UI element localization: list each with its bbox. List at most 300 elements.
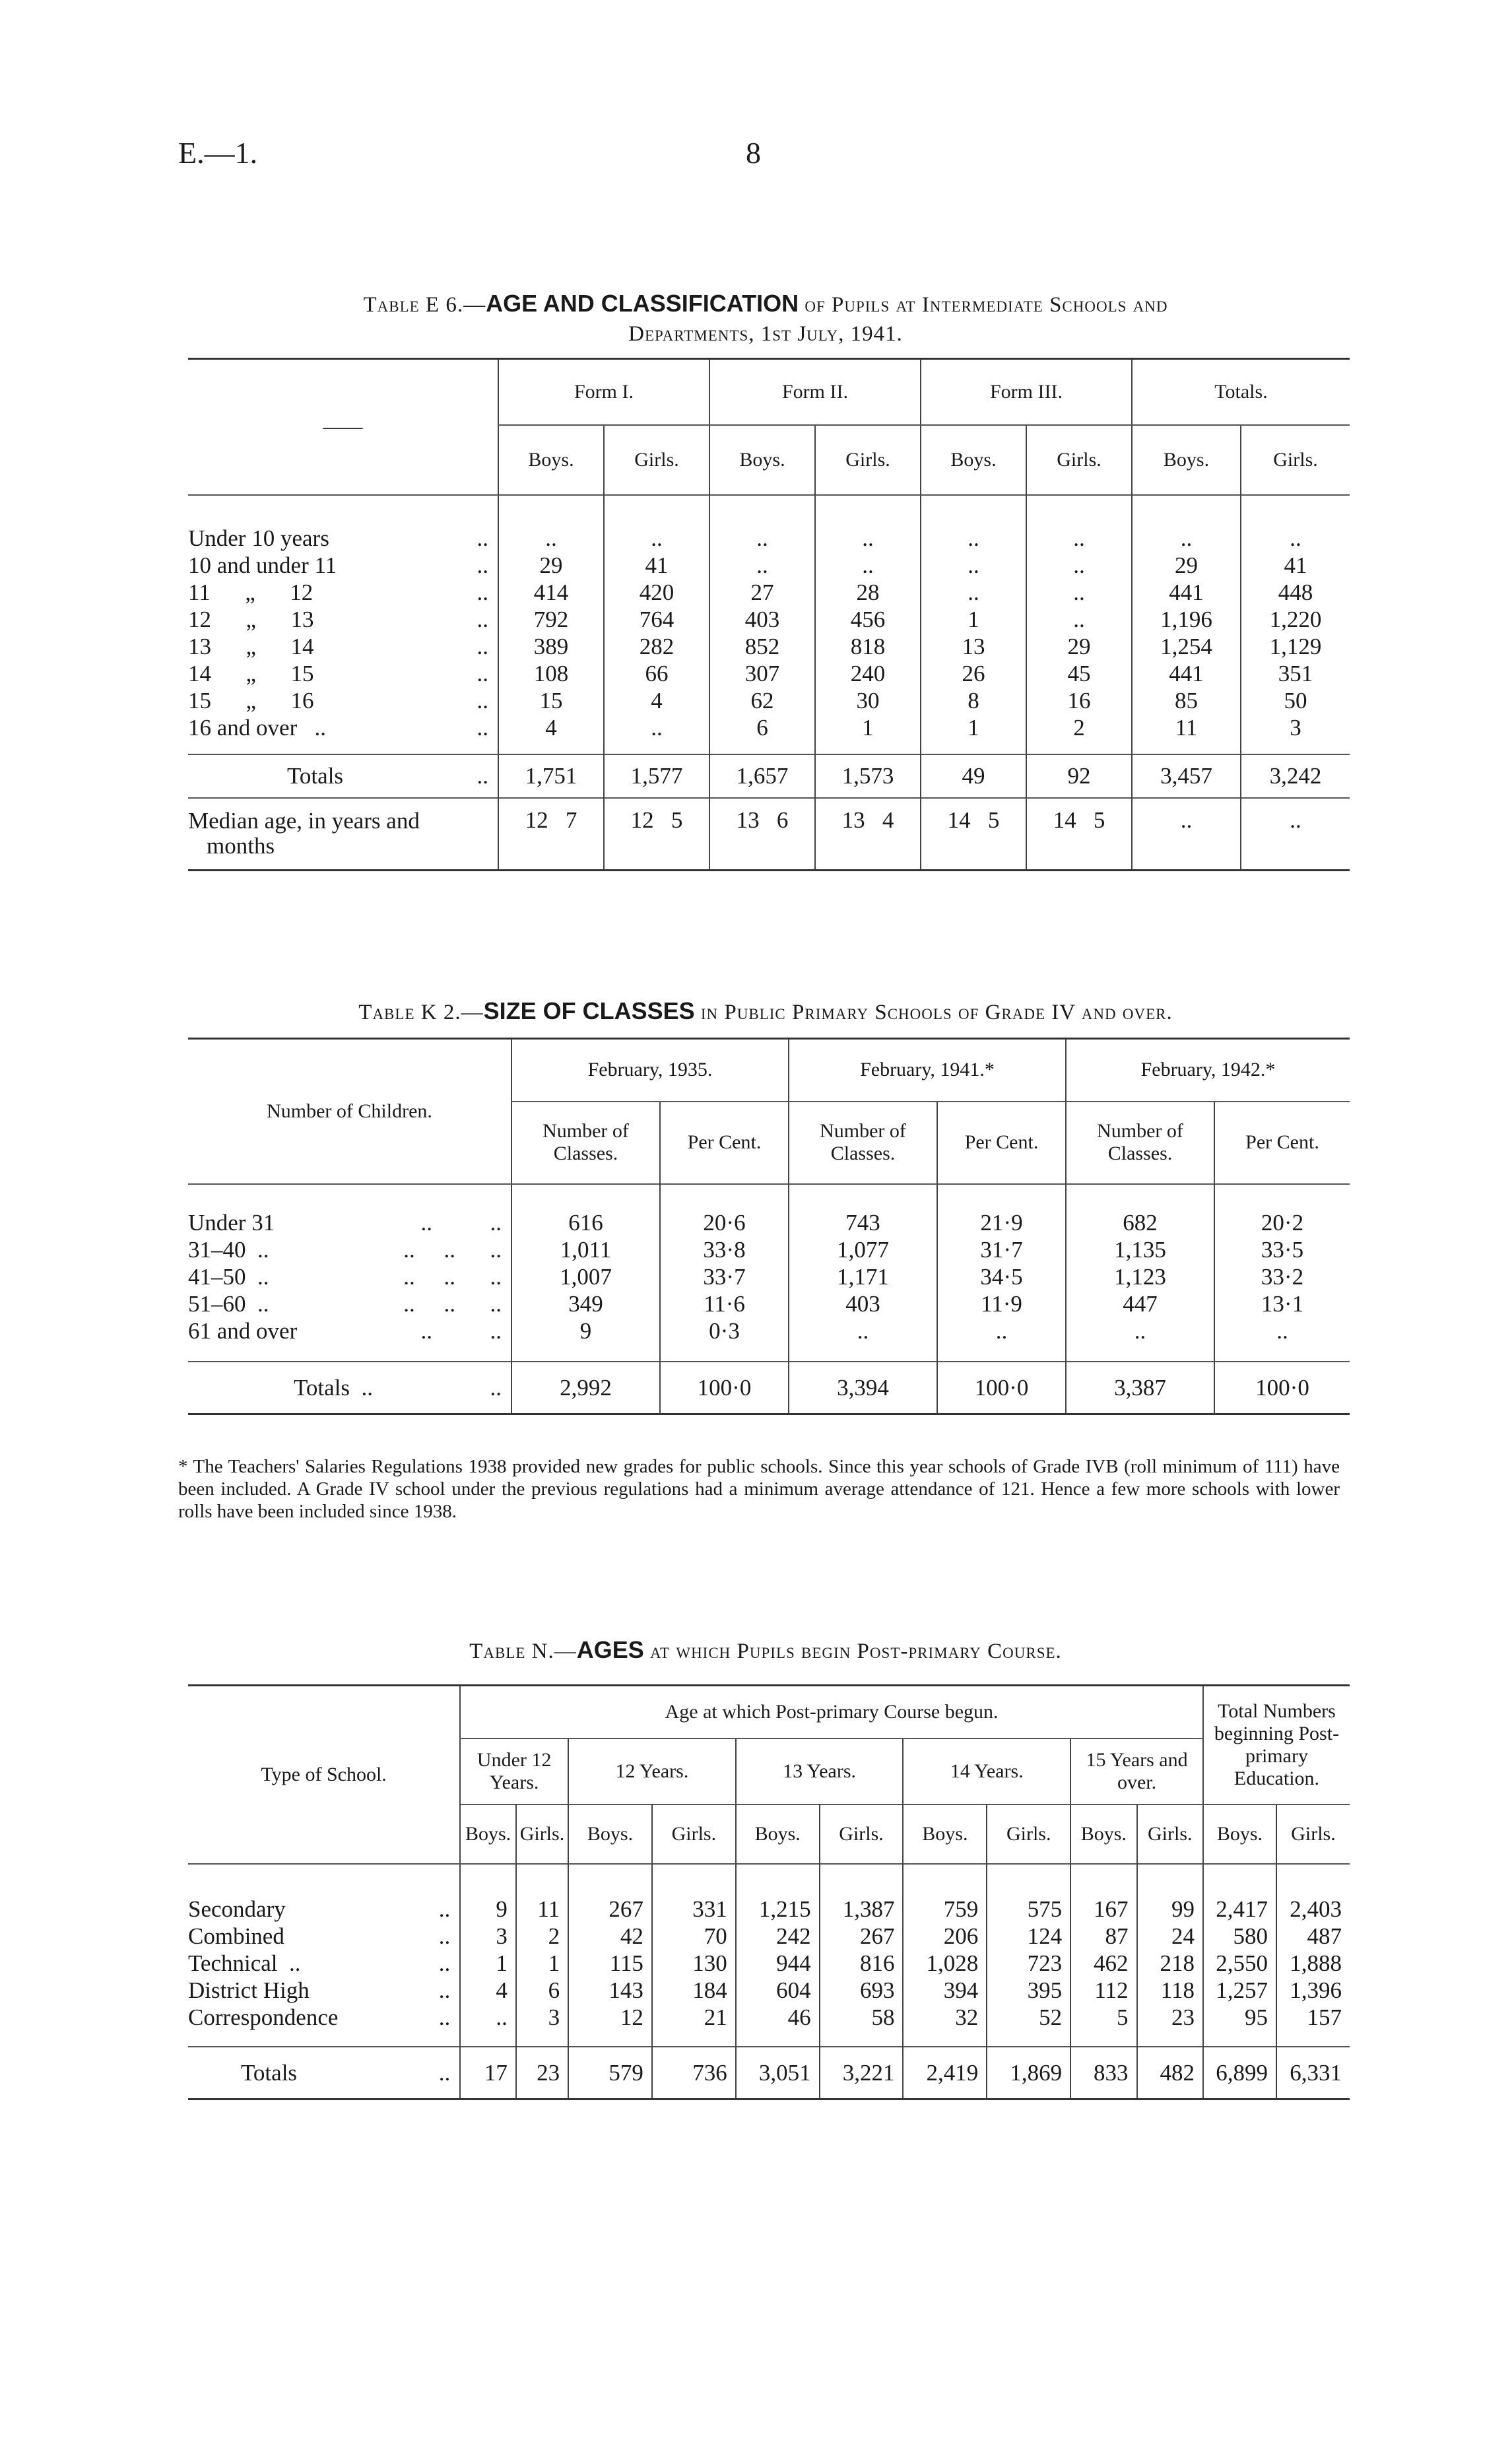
sub-header: Boys.	[921, 425, 1026, 495]
table-row	[188, 714, 1350, 741]
table-cell: ..	[1132, 798, 1241, 871]
table-cell: 3,394	[789, 1362, 937, 1414]
table-cell: 17	[460, 2047, 516, 2100]
table-cell: ..	[498, 525, 604, 552]
table-cell: 108	[498, 660, 604, 687]
group-header: Under 12 Years.	[460, 1738, 568, 1804]
table-cell: 3	[516, 2004, 568, 2031]
table-cell: ..	[1214, 1317, 1350, 1344]
table-cell: 818	[815, 633, 921, 660]
table-cell: 307	[709, 660, 815, 687]
table-cell: 1,007	[511, 1263, 660, 1290]
sub-header: Per Cent.	[1214, 1102, 1350, 1184]
row-label: 41–50 .. .. .. ..	[188, 1263, 511, 1290]
leader-dots: ..	[438, 1923, 451, 1949]
sub-header: Number of Classes.	[789, 1102, 937, 1184]
group-header: February, 1941.*	[789, 1039, 1066, 1102]
leader-dots: ..	[477, 763, 488, 789]
leader-dots: ..	[438, 1977, 451, 2003]
table-row	[188, 525, 1350, 552]
table-cell: 1	[921, 606, 1026, 633]
table-cell: 487	[1276, 1923, 1350, 1950]
table-cell: 792	[498, 606, 604, 633]
table-row	[188, 579, 1350, 606]
table-cell: 2,992	[511, 1362, 660, 1414]
median-row	[188, 798, 1350, 871]
table-cell: 1,577	[604, 754, 709, 798]
sub-header: Girls.	[1026, 425, 1132, 495]
table-cell: 482	[1137, 2047, 1203, 2100]
table-cell: 6,899	[1203, 2047, 1276, 2100]
table-cell: 1,257	[1203, 1977, 1276, 2004]
table-cell: 736	[652, 2047, 736, 2100]
table-cell: 414	[498, 579, 604, 606]
leader-dots: .. .. ..	[403, 1290, 502, 1317]
table-cell: 11	[1132, 714, 1241, 741]
table-cell: 45	[1026, 660, 1132, 687]
table-cell: 15	[498, 687, 604, 714]
table-row	[188, 1236, 1350, 1263]
table-cell: 3,221	[820, 2047, 904, 2100]
table-cell: ..	[1241, 525, 1350, 552]
table-cell: 100·0	[937, 1362, 1066, 1414]
table-cell: ..	[921, 579, 1026, 606]
sub-header: Girls.	[820, 1804, 904, 1864]
row-label: Technical .. ..	[188, 1950, 460, 1977]
row-label: District High ..	[188, 1977, 460, 2004]
table-cell: 4	[604, 687, 709, 714]
table-k2-title: Table K 2.—SIZE OF CLASSES in Public Primary Schools of Grade IV and over.	[358, 997, 1173, 1024]
table-cell: 4	[460, 1977, 516, 2004]
table-cell: 267	[820, 1923, 904, 1950]
sub-header: Boys.	[709, 425, 815, 495]
table-cell: 99	[1137, 1896, 1203, 1923]
sub-header: Girls.	[604, 425, 709, 495]
leader-dots: ..	[438, 1950, 451, 1976]
table-cell: 100·0	[1214, 1362, 1350, 1414]
table-cell: 21·9	[937, 1209, 1066, 1236]
group-header: 15 Years and over.	[1070, 1738, 1203, 1804]
table-cell: 29	[1026, 633, 1132, 660]
table-cell: 33·5	[1214, 1236, 1350, 1263]
table-k2-footnote: * The Teachers' Salaries Regulations 1938 provided new grades for public schools. Since this year schools of Grade IVB (roll minimum of 111) have been included. A Grade IV school under the previous regulations had a minimum average attendance of 121. Hence a few more schools with lower rolls have been included since 1938.	[178, 1456, 1340, 1522]
table-cell: 29	[1132, 552, 1241, 579]
table-cell: ..	[1026, 552, 1132, 579]
sub-header: Girls.	[1137, 1804, 1203, 1864]
table-cell: 4	[498, 714, 604, 741]
table-cell: 852	[709, 633, 815, 660]
row-label: Totals .. ..	[188, 1362, 511, 1414]
row-label: Totals ..	[188, 2047, 460, 2100]
stub-header: Number of Children.	[188, 1039, 511, 1184]
table-cell: 87	[1070, 1923, 1136, 1950]
table-cell: 833	[1070, 2047, 1136, 2100]
table-cell: 2,419	[903, 2047, 987, 2100]
table-cell: 462	[1070, 1950, 1136, 1977]
table-cell: 389	[498, 633, 604, 660]
table-cell: 579	[568, 2047, 652, 2100]
table-row	[188, 552, 1350, 579]
table-cell: 1,869	[987, 2047, 1070, 2100]
leader-dots: ..	[438, 2059, 451, 2086]
table-cell: 33·2	[1214, 1263, 1350, 1290]
table-n-title: Table N.—AGES at which Pupils begin Post-primary Course.	[469, 1636, 1062, 1663]
group-header: Form III.	[921, 359, 1132, 425]
table-cell: 1,573	[815, 754, 921, 798]
table-cell: ..	[815, 552, 921, 579]
table-row	[188, 1896, 1350, 1923]
table-row	[188, 687, 1350, 714]
row-label: 12 „ 13 ..	[188, 606, 498, 633]
table-cell: ..	[1026, 606, 1132, 633]
table-cell: 70	[652, 1923, 736, 1950]
row-label: 15 „ 16 ..	[188, 687, 498, 714]
table-cell: 1,028	[903, 1950, 987, 1977]
leader-dots: .. .. ..	[403, 1236, 502, 1263]
table-cell: 41	[604, 552, 709, 579]
table-k2-body	[188, 1209, 1350, 1414]
table-cell: 2	[516, 1923, 568, 1950]
sub-header: Boys.	[1203, 1804, 1276, 1864]
table-cell: 3,051	[736, 2047, 820, 2100]
table-cell: 124	[987, 1923, 1070, 1950]
table-cell: 52	[987, 2004, 1070, 2031]
table-cell: 6	[516, 1977, 568, 2004]
table-cell: 6	[709, 714, 815, 741]
table-cell: 9	[460, 1896, 516, 1923]
table-cell: 20·6	[660, 1209, 789, 1236]
table-cell: 2	[1026, 714, 1132, 741]
table-cell: 1,254	[1132, 633, 1241, 660]
span-header: Age at which Post-primary Course begun.	[460, 1686, 1203, 1738]
table-cell: 816	[820, 1950, 904, 1977]
table-n-body	[188, 1896, 1350, 2100]
table-cell: 1,751	[498, 754, 604, 798]
totals-row	[188, 754, 1350, 798]
table-cell: ..	[604, 525, 709, 552]
table-row	[188, 1950, 1350, 1977]
table-cell: 1	[460, 1950, 516, 1977]
table-cell: 1,196	[1132, 606, 1241, 633]
table-cell: 723	[987, 1950, 1070, 1977]
table-cell: 1,077	[789, 1236, 937, 1263]
table-cell: 3	[460, 1923, 516, 1950]
table-cell: 944	[736, 1950, 820, 1977]
table-cell: ..	[1066, 1317, 1214, 1344]
table-cell: 3,387	[1066, 1362, 1214, 1414]
table-cell: 30	[815, 687, 921, 714]
table-cell: 420	[604, 579, 709, 606]
table-row	[188, 1317, 1350, 1344]
table-cell: 1,011	[511, 1236, 660, 1263]
stub-header: Type of School.	[188, 1686, 460, 1864]
table-cell: 32	[903, 2004, 987, 2031]
table-cell: 441	[1132, 660, 1241, 687]
table-cell: 1,657	[709, 754, 815, 798]
table-cell: 206	[903, 1923, 987, 1950]
table-cell: 143	[568, 1977, 652, 2004]
table-cell: 267	[568, 1896, 652, 1923]
table-cell: 23	[516, 2047, 568, 2100]
sub-header: Boys.	[1070, 1804, 1136, 1864]
row-label: 16 and over .. ..	[188, 714, 498, 741]
group-header: Form II.	[709, 359, 921, 425]
group-header: 14 Years.	[903, 1738, 1070, 1804]
table-cell: 2,417	[1203, 1896, 1276, 1923]
table-cell: 616	[511, 1209, 660, 1236]
table-row	[188, 2004, 1350, 2031]
sub-header: Boys.	[736, 1804, 820, 1864]
sub-header: Number of Classes.	[1066, 1102, 1214, 1184]
table-cell: 1	[815, 714, 921, 741]
table-cell: ..	[815, 525, 921, 552]
table-cell: 23	[1137, 2004, 1203, 2031]
table-cell: 31·7	[937, 1236, 1066, 1263]
table-cell: 6,331	[1276, 2047, 1350, 2100]
table-cell: 184	[652, 1977, 736, 2004]
table-row	[188, 1290, 1350, 1317]
row-label: 11 „ 12 ..	[188, 579, 498, 606]
table-cell: 1	[921, 714, 1026, 741]
table-cell: 1,396	[1276, 1977, 1350, 2004]
table-cell: 42	[568, 1923, 652, 1950]
table-cell: 1,129	[1241, 633, 1350, 660]
table-row	[188, 633, 1350, 660]
leader-dots: ..	[477, 714, 488, 741]
table-cell: 3,457	[1132, 754, 1241, 798]
group-header: Totals.	[1132, 359, 1350, 425]
table-cell: 130	[652, 1950, 736, 1977]
table-cell: 118	[1137, 1977, 1203, 2004]
table-cell: 580	[1203, 1923, 1276, 1950]
totals-row	[188, 1362, 1350, 1414]
leader-dots: ..	[438, 1896, 451, 1922]
table-cell: 575	[987, 1896, 1070, 1923]
table-cell: 743	[789, 1209, 937, 1236]
table-cell: 693	[820, 1977, 904, 2004]
table-cell: 682	[1066, 1209, 1214, 1236]
table-cell: 1,387	[820, 1896, 904, 1923]
table-cell: 11·6	[660, 1290, 789, 1317]
table-e6	[188, 358, 1350, 871]
table-cell: 240	[815, 660, 921, 687]
leader-dots: ..	[477, 633, 488, 659]
table-cell: 1,215	[736, 1896, 820, 1923]
row-label: Totals ..	[188, 754, 498, 798]
leader-dots: ..	[477, 525, 488, 551]
table-cell: 2,403	[1276, 1896, 1350, 1923]
table-cell: 14 5	[1026, 798, 1132, 871]
table-cell: ..	[1241, 798, 1350, 871]
table-cell: 58	[820, 2004, 904, 2031]
leader-dots: ..	[477, 552, 488, 578]
table-cell: 456	[815, 606, 921, 633]
sub-header: Boys.	[498, 425, 604, 495]
table-cell: 50	[1241, 687, 1350, 714]
table-row	[188, 1209, 1350, 1236]
table-cell: 95	[1203, 2004, 1276, 2031]
leader-dots: .. ..	[420, 1209, 502, 1236]
table-cell: 403	[709, 606, 815, 633]
table-cell: 9	[511, 1317, 660, 1344]
sub-header: Number of Classes.	[511, 1102, 660, 1184]
table-cell: 349	[511, 1290, 660, 1317]
leader-dots: ..	[477, 687, 488, 713]
totals-row	[188, 2047, 1350, 2100]
row-label: Secondary ..	[188, 1896, 460, 1923]
table-cell: 448	[1241, 579, 1350, 606]
table-cell: 1,171	[789, 1263, 937, 1290]
table-cell: 604	[736, 1977, 820, 2004]
table-cell: ..	[1026, 579, 1132, 606]
group-header: February, 1935.	[511, 1039, 789, 1102]
leader-dots: .. .. ..	[403, 1263, 502, 1290]
table-cell: ..	[1132, 525, 1241, 552]
table-cell: 13·1	[1214, 1290, 1350, 1317]
row-label: 61 and over .. ..	[188, 1317, 511, 1344]
sub-header: Boys.	[1132, 425, 1241, 495]
table-cell: 13	[921, 633, 1026, 660]
row-label: Under 31 .. ..	[188, 1209, 511, 1236]
sub-header: Per Cent.	[660, 1102, 789, 1184]
table-cell: 12 5	[604, 798, 709, 871]
sub-header: Per Cent.	[937, 1102, 1066, 1184]
table-cell: 41	[1241, 552, 1350, 579]
table-cell: 764	[604, 606, 709, 633]
group-header: February, 1942.*	[1066, 1039, 1350, 1102]
row-label: 51–60 .. .. .. ..	[188, 1290, 511, 1317]
table-cell: 92	[1026, 754, 1132, 798]
sub-header: Girls.	[987, 1804, 1070, 1864]
table-row	[188, 606, 1350, 633]
table-cell: 27	[709, 579, 815, 606]
table-cell: 49	[921, 754, 1026, 798]
table-cell: 28	[815, 579, 921, 606]
table-cell: 66	[604, 660, 709, 687]
table-cell: 218	[1137, 1950, 1203, 1977]
table-cell: 403	[789, 1290, 937, 1317]
table-cell: 1,220	[1241, 606, 1350, 633]
table-cell: 759	[903, 1896, 987, 1923]
sub-header: Girls.	[1276, 1804, 1350, 1864]
row-label: 31–40 .. .. .. ..	[188, 1236, 511, 1263]
table-cell: 29	[498, 552, 604, 579]
table-cell: ..	[1026, 525, 1132, 552]
report-code: E.—1.	[178, 136, 258, 170]
table-row	[188, 1263, 1350, 1290]
table-cell: 14 5	[921, 798, 1026, 871]
table-cell: 11	[516, 1896, 568, 1923]
table-cell: 1,123	[1066, 1263, 1214, 1290]
leader-dots: ..	[477, 660, 488, 686]
table-cell: 157	[1276, 2004, 1350, 2031]
table-cell: 395	[987, 1977, 1070, 2004]
page-number: 8	[746, 136, 761, 170]
table-cell: ..	[921, 552, 1026, 579]
table-cell: 100·0	[660, 1362, 789, 1414]
table-cell: 167	[1070, 1896, 1136, 1923]
table-cell: 33·8	[660, 1236, 789, 1263]
sub-header: Girls.	[652, 1804, 736, 1864]
sub-header: Boys.	[460, 1804, 516, 1864]
table-cell: 3	[1241, 714, 1350, 741]
sub-header: Boys.	[568, 1804, 652, 1864]
table-cell: 394	[903, 1977, 987, 2004]
group-header: 13 Years.	[736, 1738, 904, 1804]
table-cell: 46	[736, 2004, 820, 2031]
table-cell: ..	[937, 1317, 1066, 1344]
table-cell: 8	[921, 687, 1026, 714]
table-cell: 34·5	[937, 1263, 1066, 1290]
sub-header: Boys.	[903, 1804, 987, 1864]
leader-dots: ..	[438, 2004, 451, 2030]
table-cell: 1	[516, 1950, 568, 1977]
table-cell: ..	[921, 525, 1026, 552]
table-cell: 115	[568, 1950, 652, 1977]
table-cell: 26	[921, 660, 1026, 687]
table-cell: 11·9	[937, 1290, 1066, 1317]
sub-header: Girls.	[815, 425, 921, 495]
row-label: Under 10 years ..	[188, 525, 498, 552]
table-cell: 13 6	[709, 798, 815, 871]
table-n	[188, 1684, 1350, 2100]
table-cell: 112	[1070, 1977, 1136, 2004]
leader-dots: ..	[477, 606, 488, 632]
table-cell: 331	[652, 1896, 736, 1923]
table-cell: ..	[604, 714, 709, 741]
row-label: Combined ..	[188, 1923, 460, 1950]
table-cell: 12 7	[498, 798, 604, 871]
table-cell: 5	[1070, 2004, 1136, 2031]
table-row	[188, 1977, 1350, 2004]
table-e6-title: Table E 6.—AGE AND CLASSIFICATION of Pupils at Intermediate Schools and Departments, 1st July, 1941.	[363, 290, 1168, 346]
table-cell: 1,135	[1066, 1236, 1214, 1263]
table-cell: 12	[568, 2004, 652, 2031]
table-e6-body	[188, 525, 1350, 871]
table-cell: 13 4	[815, 798, 921, 871]
total-header: Total Numbers beginning Post-primary Education.	[1203, 1686, 1350, 1804]
table-cell: 447	[1066, 1290, 1214, 1317]
table-cell: 3,242	[1241, 754, 1350, 798]
leader-dots: ..	[490, 1374, 502, 1401]
table-cell: 20·2	[1214, 1209, 1350, 1236]
table-cell: 242	[736, 1923, 820, 1950]
table-cell: 282	[604, 633, 709, 660]
group-header: 12 Years.	[568, 1738, 736, 1804]
row-label: Median age, in years and months	[188, 808, 420, 859]
table-cell: 85	[1132, 687, 1241, 714]
stub-header: ——	[188, 359, 498, 495]
table-cell: 33·7	[660, 1263, 789, 1290]
page-header	[178, 135, 1432, 182]
row-label: 10 and under 11 ..	[188, 552, 498, 579]
row-label: Correspondence ..	[188, 2004, 460, 2031]
group-header: Form I.	[498, 359, 709, 425]
table-cell: 21	[652, 2004, 736, 2031]
table-cell: 0·3	[660, 1317, 789, 1344]
table-row	[188, 1923, 1350, 1950]
table-cell: 24	[1137, 1923, 1203, 1950]
table-cell: 1,888	[1276, 1950, 1350, 1977]
table-cell: ..	[709, 525, 815, 552]
sub-header: Girls.	[516, 1804, 568, 1864]
table-row	[188, 660, 1350, 687]
table-cell: 351	[1241, 660, 1350, 687]
table-k2	[188, 1038, 1350, 1415]
table-cell: 441	[1132, 579, 1241, 606]
row-label: 13 „ 14 ..	[188, 633, 498, 660]
row-label: 14 „ 15 ..	[188, 660, 498, 687]
